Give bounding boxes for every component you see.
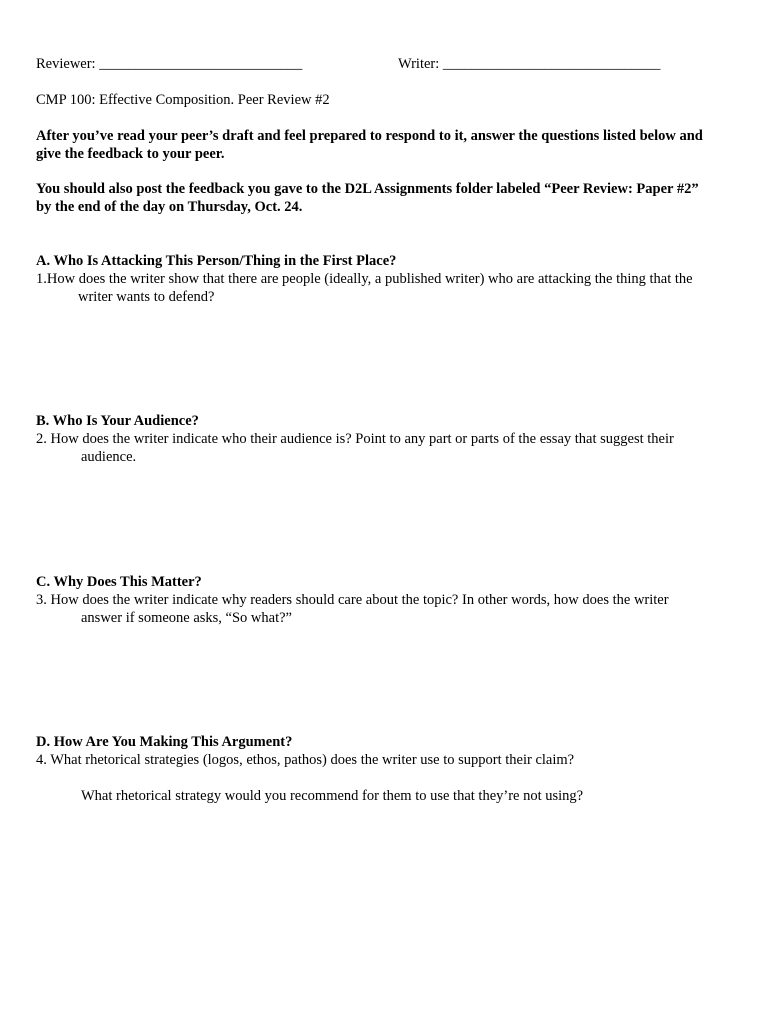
question-1-line-1: 1.How does the writer show that there are people (ideally, a published writer) who are attacking the thing that the xyxy=(36,271,693,287)
instructions-paragraph-1-line-1: After you’ve read your peer’s draft and feel prepared to respond to it, answer the questions listed below and xyxy=(36,128,703,144)
course-title: CMP 100: Effective Composition. Peer Review #2 xyxy=(36,92,330,108)
instructions-paragraph-2-line-2: by the end of the day on Thursday, Oct. 24. xyxy=(36,199,303,215)
section-d-heading: D. How Are You Making This Argument? xyxy=(36,734,293,750)
instructions-paragraph-2-line-1: You should also post the feedback you gave to the D2L Assignments folder labeled “Peer Review: Paper #2” xyxy=(36,181,699,197)
reviewer-field[interactable]: Reviewer: ____________________________ xyxy=(36,56,303,72)
question-3-line-2: answer if someone asks, “So what?” xyxy=(81,610,292,626)
writer-field[interactable]: Writer: ______________________________ xyxy=(398,56,661,72)
question-3-line-1: 3. How does the writer indicate why readers should care about the topic? In other words, how does the writer xyxy=(36,592,669,608)
section-c-heading: C. Why Does This Matter? xyxy=(36,574,202,590)
question-2-line-1: 2. How does the writer indicate who their audience is? Point to any part or parts of the essay that suggest their xyxy=(36,431,674,447)
question-2-line-2: audience. xyxy=(81,449,137,465)
section-a-heading: A. Who Is Attacking This Person/Thing in the First Place? xyxy=(36,253,397,269)
question-1-line-2: writer wants to defend? xyxy=(78,289,215,305)
question-4-line-2: What rhetorical strategy would you recommend for them to use that they’re not using? xyxy=(81,788,584,804)
question-4-line-1: 4. What rhetorical strategies (logos, ethos, pathos) does the writer use to support their claim? xyxy=(36,752,575,768)
instructions-paragraph-1-line-2: give the feedback to your peer. xyxy=(36,146,225,162)
section-b-heading: B. Who Is Your Audience? xyxy=(36,413,199,429)
